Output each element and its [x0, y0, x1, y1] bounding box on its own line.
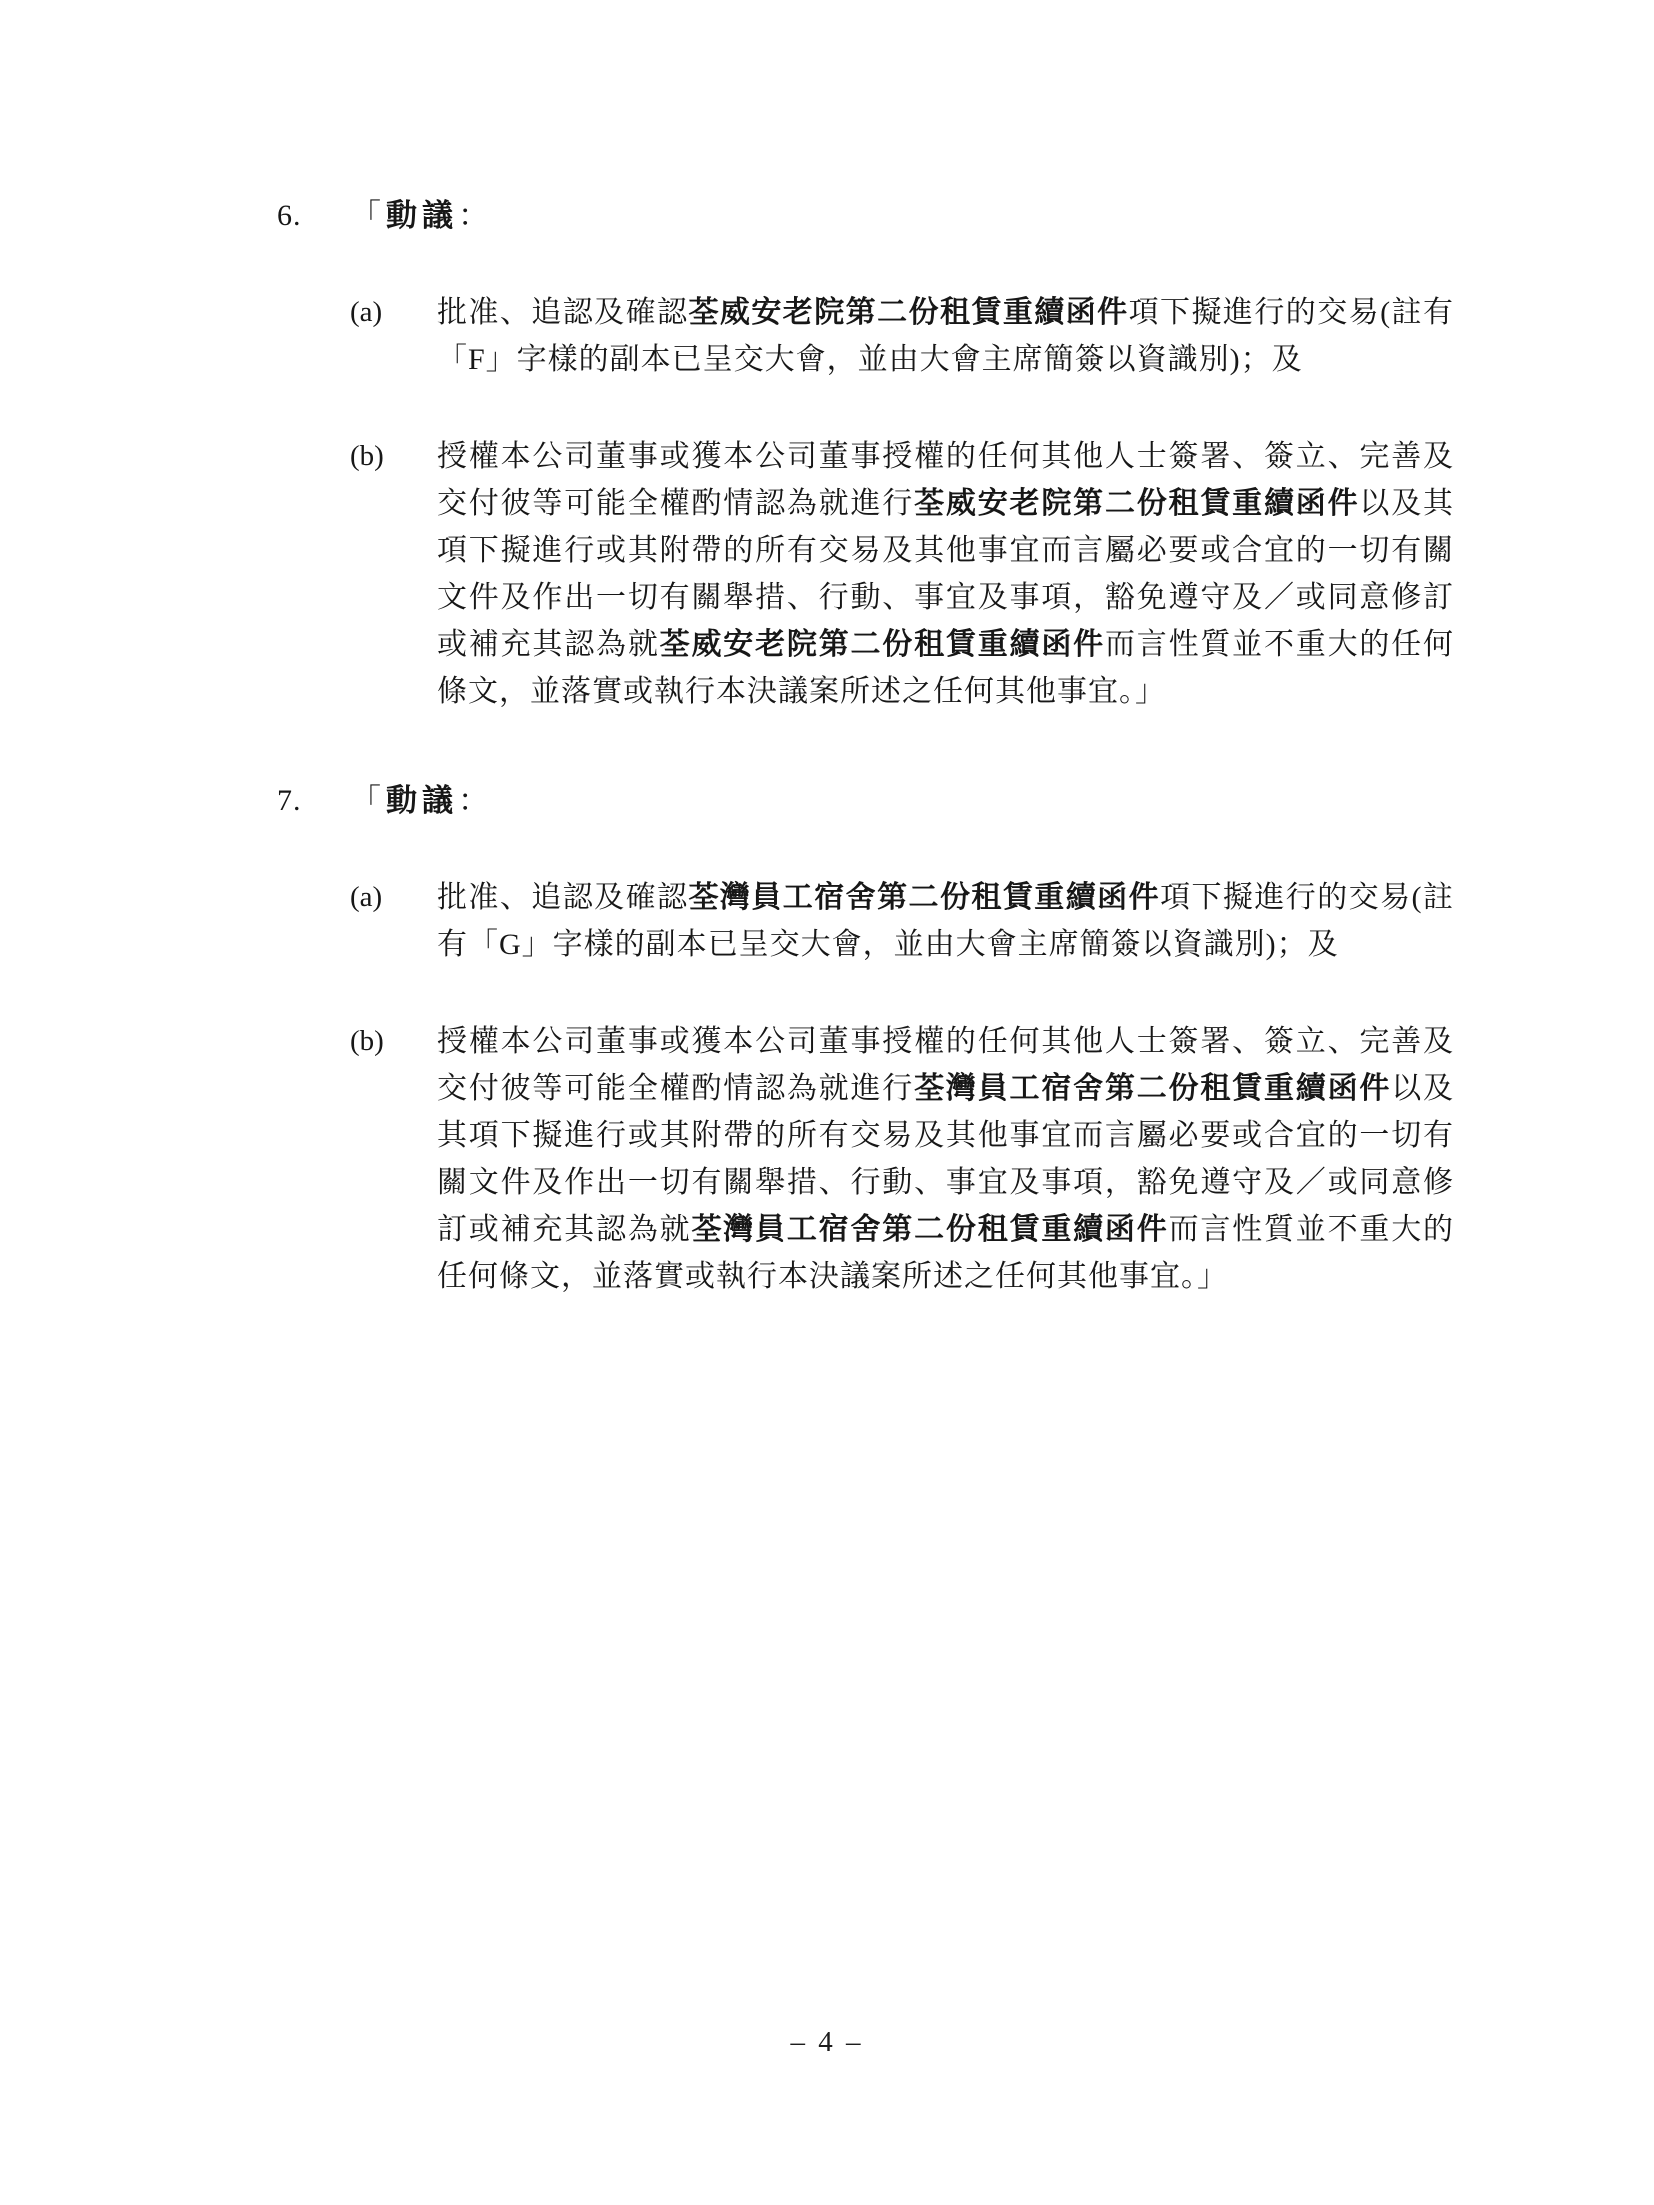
item-a-label: (a): [350, 881, 383, 913]
resolution-6: [277, 192, 1454, 715]
resolutions-content: [277, 192, 1454, 1300]
resolution-7-number: 7.: [277, 784, 302, 817]
resolution-6-item-a: [350, 289, 1454, 383]
resolution-7: [277, 777, 1454, 1300]
resolution-6-item-b: [350, 433, 1454, 715]
resolution-6-header: 「動議：: [350, 198, 494, 233]
resolution-7-body: [350, 777, 1454, 1300]
resolution-7-item-a: [350, 874, 1454, 968]
item-b-text: 授權本公司董事或獲本公司董事授權的任何其他人士簽署、簽立、完善及交付彼等可能全權酌情認為就進行荃威安老院第二份租賃重續函件以及其項下擬進行或其附帶的所有交易及其他事宜而言屬必要或合宜的一切有關文件及作出一切有關舉措、行動、事宜及事項，豁免遵守及／或同意修訂或補充其認為就荃威安老院第二份租賃重續函件而言性質並不重大的任何條文，並落實或執行本決議案所述之任何其他事宜。」: [437, 440, 1455, 708]
resolution-7-header: 「動議：: [350, 783, 494, 818]
item-a-text: 批准、追認及確認荃威安老院第二份租賃重續函件項下擬進行的交易(註有「F」字樣的副本已呈交大會，並由大會主席簡簽以資識別)；及: [437, 296, 1454, 376]
item-b-text: 授權本公司董事或獲本公司董事授權的任何其他人士簽署、簽立、完善及交付彼等可能全權酌情認為就進行荃灣員工宿舍第二份租賃重續函件以及其項下擬進行或其附帶的所有交易及其他事宜而言屬必要或合宜的一切有關文件及作出一切有關舉措、行動、事宜及事項，豁免遵守及／或同意修訂或補充其認為就荃灣員工宿舍第二份租賃重續函件而言性質並不重大的任何條文，並落實或執行本決議案所述之任何其他事宜。」: [437, 1025, 1455, 1293]
item-b-label: (b): [350, 1025, 384, 1057]
resolution-6-body: [350, 192, 1454, 715]
item-a-text: 批准、追認及確認荃灣員工宿舍第二份租賃重續函件項下擬進行的交易(註有「G」字樣的副本已呈交大會，並由大會主席簡簽以資識別)；及: [437, 881, 1454, 961]
resolution-6-number: 6.: [277, 199, 302, 232]
item-b-label: (b): [350, 440, 384, 472]
item-a-label: (a): [350, 296, 383, 328]
resolution-7-item-b: [350, 1018, 1454, 1300]
page-number: – 4 –: [790, 2026, 864, 2058]
page-footer: [0, 2026, 1654, 2059]
